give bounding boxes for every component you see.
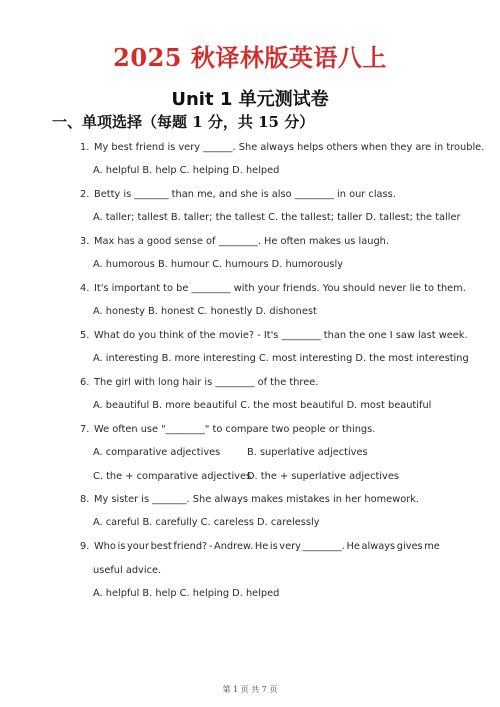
question-word: very bbox=[279, 541, 301, 552]
question-2 bbox=[80, 188, 396, 201]
page-footer: 第 1 页 共 7 页 bbox=[222, 685, 278, 694]
question-4-options: A. honesty B. honest C. honestly D. dishonest bbox=[93, 306, 317, 317]
question-6-options: A. beautiful B. more beautiful C. the most beautiful D. most beautiful bbox=[93, 400, 432, 411]
question-text: My sister is _______. She always makes mistakes in her homework. bbox=[94, 494, 420, 505]
question-9-options: A. helpful B. help C. helping D. helped bbox=[93, 588, 280, 599]
question-number: 3. bbox=[80, 236, 90, 247]
section-heading: 一、单项选择（每题 1 分，共 15 分） bbox=[52, 113, 315, 131]
question-8 bbox=[80, 493, 419, 506]
question-word: Andrew. bbox=[214, 541, 254, 552]
question-number: 6. bbox=[80, 377, 90, 388]
question-word: is bbox=[117, 541, 126, 552]
question-2-options: A. taller; tallest B. taller; the tallest C. the tallest; taller D. tallest; the taller bbox=[93, 212, 461, 223]
question-text: We often use "________" to compare two people or things. bbox=[94, 424, 376, 435]
question-9 bbox=[80, 540, 440, 553]
title-publisher: 秋译林 bbox=[190, 43, 265, 72]
question-word: me bbox=[424, 541, 440, 552]
question-6 bbox=[80, 376, 318, 389]
question-word: best bbox=[150, 541, 172, 552]
question-number: 2. bbox=[80, 189, 90, 200]
question-7 bbox=[80, 423, 375, 436]
question-text: What do you think of the movie? - It's ________ than the one I saw last week. bbox=[94, 330, 468, 341]
question-7-option-a: A. comparative adjectives bbox=[93, 447, 221, 458]
question-word: He bbox=[346, 541, 360, 552]
question-1 bbox=[80, 141, 484, 154]
question-word: always bbox=[361, 541, 396, 552]
question-3 bbox=[80, 235, 389, 248]
question-word: - bbox=[208, 541, 213, 552]
question-number: 5. bbox=[80, 330, 90, 341]
question-text: Max has a good sense of ________. He often makes us laugh. bbox=[94, 236, 390, 247]
title-year: 2025 bbox=[113, 43, 182, 72]
question-1-options: A. helpful B. help C. helping D. helped bbox=[93, 165, 280, 176]
question-4 bbox=[80, 282, 466, 295]
question-text: The girl with long hair is ________ of the three. bbox=[94, 377, 319, 388]
question-word: He bbox=[254, 541, 269, 552]
document-subtitle: Unit 1 单元测试卷 bbox=[171, 89, 329, 110]
question-text: It's important to be ________ with your friends. You should never lie to them. bbox=[94, 283, 466, 294]
question-number: 1. bbox=[80, 142, 90, 153]
question-8-options: A. careful B. carefully C. careless D. carelessly bbox=[93, 517, 320, 528]
question-7-option-c: C. the + comparative adjectives bbox=[93, 471, 252, 482]
question-number: 7. bbox=[80, 424, 90, 435]
question-5 bbox=[80, 329, 468, 342]
question-word: Who bbox=[94, 541, 116, 552]
question-number: 4. bbox=[80, 283, 90, 294]
document-title bbox=[0, 38, 500, 73]
question-text: Betty is _______ than me, and she is also ________ in our class. bbox=[94, 189, 396, 200]
title-rest: 版英语八上 bbox=[264, 43, 387, 72]
question-number: 8. bbox=[80, 494, 90, 505]
question-3-options: A. humorous B. humour C. humours D. humorously bbox=[93, 259, 344, 270]
question-text: My best friend is very ______. She always helps others when they are in trouble. bbox=[94, 142, 485, 153]
question-word: friend? bbox=[173, 541, 208, 552]
question-text bbox=[94, 540, 440, 553]
question-word: your bbox=[126, 541, 149, 552]
question-number: 9. bbox=[80, 541, 90, 552]
question-7-option-b: B. superlative adjectives bbox=[247, 447, 368, 458]
question-word: gives bbox=[396, 541, 423, 552]
question-9-continuation: useful advice. bbox=[93, 565, 162, 576]
question-7-option-d: D. the + superlative adjectives bbox=[247, 471, 399, 482]
question-word: ________. bbox=[302, 541, 345, 552]
question-word: is bbox=[269, 541, 278, 552]
question-5-options: A. interesting B. more interesting C. most interesting D. the most interesting bbox=[93, 353, 469, 364]
